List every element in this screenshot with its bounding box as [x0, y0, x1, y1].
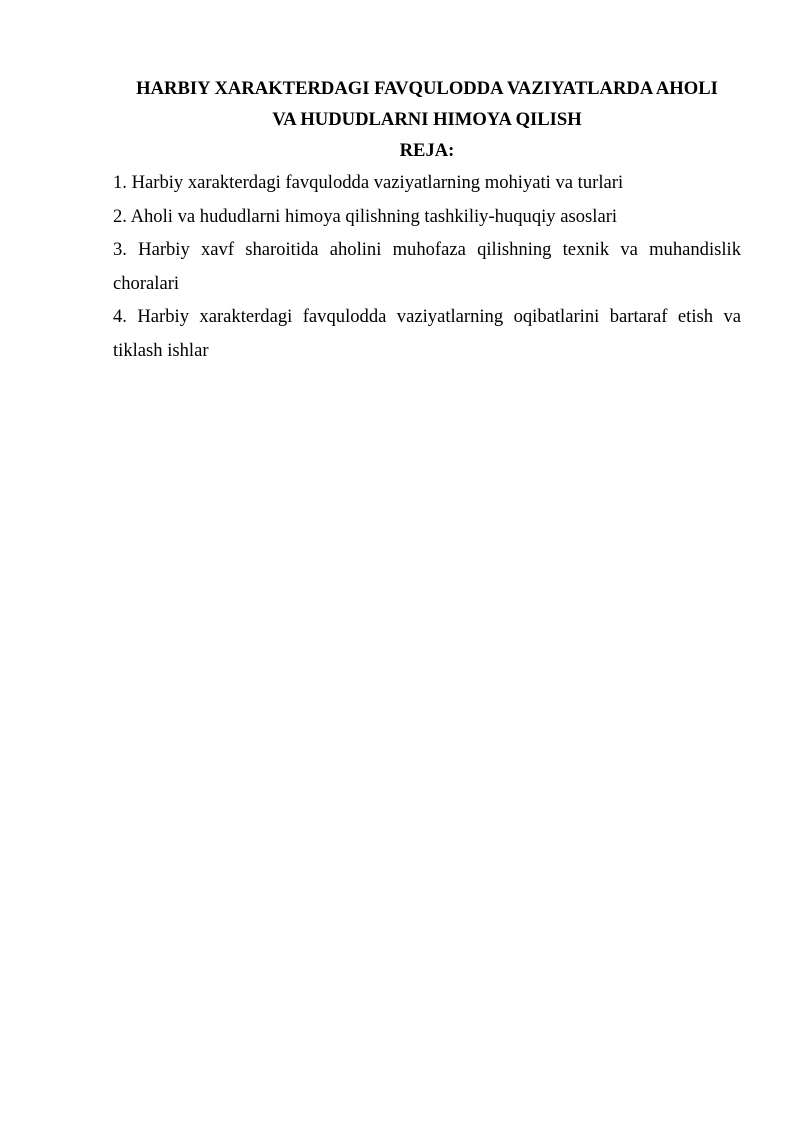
plan-list — [113, 166, 741, 367]
plan-item-2: 2. Aholi va hududlarni himoya qilishning tashkiliy-huquqiy asoslari — [113, 205, 618, 227]
plan-item-1: 1. Harbiy xarakterdagi favqulodda vaziyatlarning mohiyati va turlari — [113, 172, 624, 193]
title-line-1: HARBIY XARAKTERDAGI FAVQULODDA VAZIYATLARDA AHOLI — [136, 78, 718, 99]
plan-item-4: 4. Harbiy xarakterdagi favqulodda vaziyatlarning oqibatlarini bartaraf etish va tiklash ishlar — [113, 306, 741, 361]
document-content — [113, 73, 741, 367]
title-line-2: VA HUDUDLARNI HIMOYA QILISH — [272, 109, 582, 130]
plan-heading: REJA: — [399, 140, 455, 161]
plan-item-3: 3. Harbiy xavf sharoitida aholini muhofaza qilishning texnik va muhandislik choralari — [113, 239, 741, 294]
document-title — [113, 73, 741, 135]
